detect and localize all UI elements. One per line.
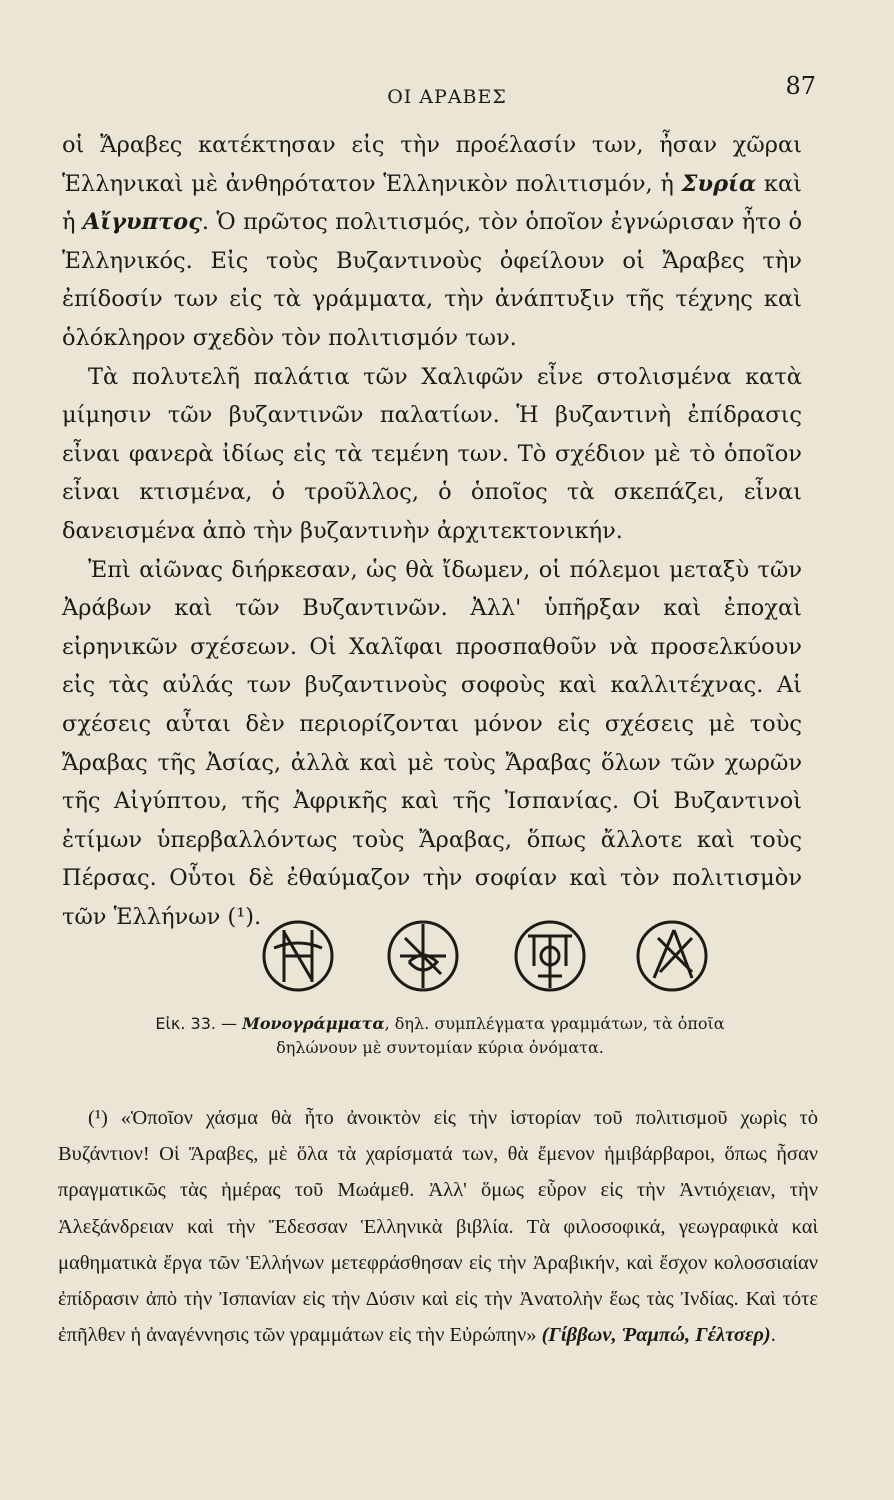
- monograms-illustration: [240, 908, 720, 1008]
- monograms-figure: [240, 908, 720, 1008]
- paragraph-2: Τὰ πολυτελῆ παλάτια τῶν Χαλιφῶν εἶνε στολισμένα κατὰ μίμησιν τῶν βυζαντινῶν παλατίων. Ἡ βυζαντινὴ ἐπίδρασις εἶναι φανερὰ ἰδίως εἰς τὰ τεμένη των. Τὸ σχέδιον μὲ τὸ ὁποῖον εἶναι κτισμένα, ὁ τροῦλλος, ὁ ὁποῖος τὰ σκεπάζει, εἶναι δανεισμένα ἀπὸ τὴν βυζαντινὴν ἀρχιτεκτονικήν.: [62, 363, 802, 544]
- main-text: [62, 126, 802, 936]
- monogram-4: [638, 922, 706, 990]
- footnote-reference: (¹).: [227, 903, 262, 930]
- footnote-sources: (Γίββων, Ῥαμπώ, Γέλτσερ): [541, 1324, 771, 1347]
- running-title: ΟΙ ΑΡΑΒΕΣ: [387, 86, 507, 108]
- caption-text: , δηλ. συμπλέγματα γραμμάτων, τὰ ὁποῖα δηλώνουν μὲ συντομίαν κύρια ὀνόματα.: [276, 1014, 725, 1057]
- paragraph-3: [62, 551, 802, 937]
- term-syria: Συρία: [681, 170, 757, 197]
- footnote-paragraph: [58, 1100, 818, 1353]
- page-number: 87: [785, 72, 816, 100]
- caption-title: Μονογράμματα: [242, 1014, 385, 1033]
- footnote-end: .: [770, 1324, 776, 1347]
- figure-caption: [120, 1012, 760, 1060]
- paragraph-1-part-b: καὶ ἡ: [62, 170, 802, 236]
- term-egypt: Αἴγυπτος: [82, 209, 202, 236]
- paragraph-1-part-c: . Ὁ πρῶτος πολιτισμός, τὸν ὁποῖον ἐγνώρισαν ἦτο ὁ Ἑλληνικός. Εἰς τοὺς Βυζαντινοὺς ὀφείλουν οἱ Ἄραβες τὴν ἐπίδοσίν των εἰς τὰ γράμματα, τὴν ἀνάπτυξιν τῆς τέχνης καὶ ὁλόκληρον σχεδὸν τὸν πολιτισμόν των.: [62, 209, 802, 351]
- monogram-3: [516, 922, 584, 990]
- monogram-1: [264, 922, 332, 990]
- caption-label: Εἰκ. 33. —: [155, 1014, 243, 1033]
- footnote: [58, 1100, 818, 1353]
- monogram-2: [389, 922, 457, 990]
- paragraph-1-part-a: οἱ Ἄραβες κατέκτησαν εἰς τὴν προέλασίν των, ἦσαν χῶραι Ἑλληνικαὶ μὲ ἀνθηρότατον Ἑλληνικὸν πολιτισμόν, ἡ: [62, 132, 802, 197]
- paragraph-1: [62, 126, 802, 358]
- footnote-text: (¹) «Ὁποῖον χάσμα θὰ ἦτο ἀνοικτὸν εἰς τὴν ἱστορίαν τοῦ πολιτισμοῦ χωρὶς τὸ Βυζάντιον! Οἱ Ἄραβες, μὲ ὅλα τὰ χαρίσματά των, θὰ ἔμενον ἡμιβάρβαροι, ὅπως ἦσαν πραγματικῶς τὰς ἡμέρας τοῦ Μωάμεθ. Ἀλλ' ὅμως εὗρον εἰς τὴν Ἀντιόχειαν, τὴν Ἀλεξάνδρειαν καὶ τὴν Ἔδεσσαν Ἑλληνικὰ βιβλία. Τὰ φιλοσοφικά, γεωγραφικὰ καὶ μαθηματικὰ ἔργα τῶν Ἑλλήνων μετεφράσθησαν εἰς τὴν Ἀραβικήν, καὶ ἔσχον κολοσσιαίαν ἐπίδρασιν ἀπὸ τὴν Ἰσπανίαν εἰς τὴν Δύσιν καὶ εἰς τὴν Ἀνατολὴν ἕως τὰς Ἰνδίας. Καὶ τότε ἐπῆλθεν ἡ ἀναγέννησις τῶν γραμμάτων εἰς τὴν Εὐρώπην»: [58, 1107, 818, 1347]
- paragraph-3-text: Ἐπὶ αἰῶνας διήρκεσαν, ὡς θὰ ἴδωμεν, οἱ πόλεμοι μεταξὺ τῶν Ἀράβων καὶ τῶν Βυζαντινῶν. Ἀλλ' ὑπῆρξαν καὶ ἐποχαὶ εἰρηνικῶν σχέσεων. Οἱ Χαλῖφαι προσπαθοῦν νὰ προσελκύουν εἰς τὰς αὐλάς των βυζαντινοὺς σοφοὺς καὶ καλλιτέχνας. Αἱ σχέσεις αὗται δὲν περιορίζονται μόνον εἰς σχέσεις μὲ τοὺς Ἄραβας τῆς Ἀσίας, ἀλλὰ καὶ μὲ τοὺς Ἄραβας ὅλων τῶν χωρῶν τῆς Αἰγύπτου, τῆς Ἀφρικῆς καὶ τῆς Ἰσπανίας. Οἱ Βυζαντινοὶ ἐτίμων ὑπερβαλλόντως τοὺς Ἄραβας, ὅπως ἄλλοτε καὶ τοὺς Πέρσας. Οὗτοι δὲ ἐθαύμαζον τὴν σοφίαν καὶ τὸν πολιτισμὸν τῶν Ἑλλήνων: [62, 556, 802, 930]
